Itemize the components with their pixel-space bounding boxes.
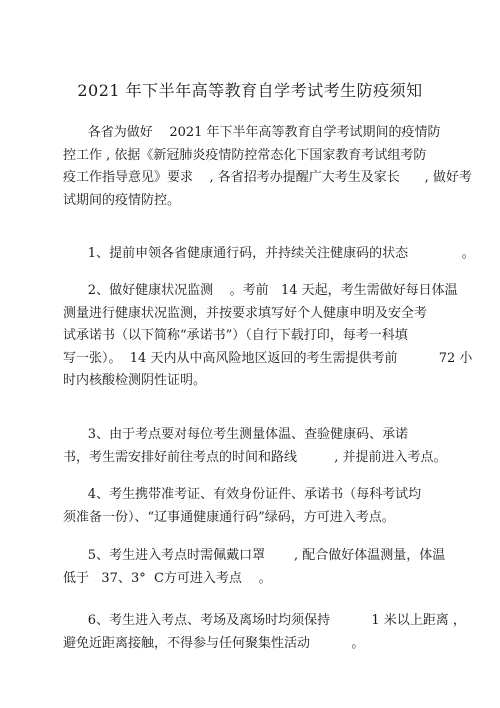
paragraph-item-4 xyxy=(63,484,443,529)
paragraph-item-5 xyxy=(63,545,446,590)
text-line: 2、做好健康状况监测 。考前 14 天起，考生需做好每日体温 xyxy=(63,283,458,298)
text-line: 4、考生携带准考证、有效身份证件、承诺书（每科考试均 xyxy=(63,487,422,502)
paragraph-intro xyxy=(63,122,472,212)
text-line: 写一张）。 14 天内从中高风险地区返回的考生需提供考前 72 小 xyxy=(63,350,473,366)
text-line: 控工作 , 依据《新冠肺炎疫情防控常态化下国家教育考试组考防 xyxy=(63,147,427,163)
paragraph-item-6 xyxy=(63,610,466,655)
text-line: 须准备一份）、“辽事通健康通行码”绿码，方可进入考点。 xyxy=(63,509,395,525)
text-line: 试承诺书（以下简称“承诺书”）（自行下载打印，每考一科填 xyxy=(63,328,408,343)
text-line: 低于 37、3° C方可进入考点 。 xyxy=(63,570,272,586)
text-line: 疫工作指导意见》要求 , 各省招考办提醒广大考生及家长 , 做好考 xyxy=(63,170,472,185)
text-line: 试期间的疫情防控。 xyxy=(63,192,181,208)
text-line: 时内核酸检测阴性证明。 xyxy=(63,373,207,388)
text-line: 书，考生需安排好前往考点的时间和路线 , 并提前进入考点。 xyxy=(63,449,447,465)
paragraph-item-3 xyxy=(63,424,447,469)
paragraph-item-1 xyxy=(63,243,475,266)
paragraph-item-2 xyxy=(63,280,473,393)
text-line: 6、考生进入考点、考场及离场时均须保持 1 米以上距离 ， xyxy=(63,613,466,628)
text-line: 避免近距离接触，不得参与任何聚集性活动 。 xyxy=(63,635,365,651)
text-line: 1、提前申领各省健康通行码，并持续关注健康码的状态 。 xyxy=(63,246,475,261)
text-line: 各省为做好 2021 年下半年高等教育自学考试期间的疫情防 xyxy=(63,125,441,140)
document-title: 2021 年下半年高等教育自学考试考生防疫须知 xyxy=(77,81,423,100)
text-line: 3、由于考点要对每位考生测量体温、查验健康码、承诺 xyxy=(63,427,409,442)
text-line: 5、考生进入考点时需佩戴口罩 , 配合做好体温测量，体温 xyxy=(63,548,446,563)
text-line: 测量进行健康状况监测，并按要求填写好个人健康申明及安全考 xyxy=(63,305,428,321)
